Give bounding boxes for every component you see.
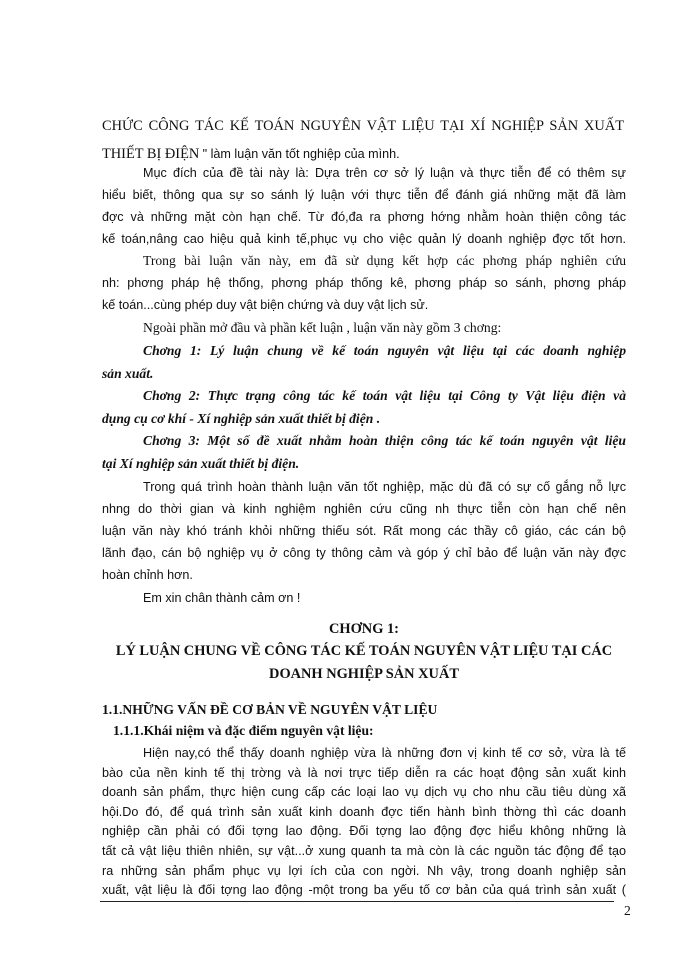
- chapter-list-1a: Chơng 1: Lý luận chung về kế toán nguyên vật liệu tại các doanh nghiệp: [143, 343, 626, 358]
- body-line-2: bào của nền kinh tế thị trờng và là nơi trực tiếp diễn ra các hoạt động sản xuất kinh: [102, 765, 626, 780]
- apology-line-5: hoàn chỉnh hơn.: [102, 568, 193, 582]
- body-line-8: xuất, vật liệu là đối tợng lao động -một trong ba yếu tố cơ bản của quá trình sản xuất (: [102, 883, 626, 898]
- chapter-list-3a: Chơng 3: Một số đề xuất nhằm hoàn thiện công tác kế toán nguyên vật liệu: [143, 433, 626, 448]
- title-line-2: [102, 145, 400, 163]
- body-line-7: ra những sản phẩm phục vụ lợi ích của con ngời. Nh vậy, trong doanh nghiệp sản: [102, 863, 626, 878]
- section-1-1-heading: 1.1.NHỮNG VẤN ĐỀ CƠ BẢN VỀ NGUYÊN VẬT LIỆU: [102, 702, 438, 717]
- chapter-title-line-1: LÝ LUẬN CHUNG VỀ CÔNG TÁC KẾ TOÁN NGUYÊN VẬT LIỆU TẠI CÁC: [115, 643, 613, 659]
- chapter-list-2b: dụng cụ cơ khí - Xí nghiệp sản xuất thiết bị điện .: [102, 411, 381, 426]
- methods-line-3: kế toán...cùng phép duy vật biện chứng và duy vật lịch sử.: [102, 298, 429, 312]
- body-line-1: Hiện nay,có thể thấy doanh nghiệp vừa là những đơn vị kinh tế cơ sở, vừa là tế: [143, 746, 626, 760]
- apology-line-4: lãnh đạo, cán bộ nghiệp vụ ở công ty thông cảm và góp ý chỉ bảo để luận văn này đợc: [102, 546, 626, 560]
- purpose-line-2: hiểu biết, thông qua sự so sánh lý luận với thực tiễn để đánh giá những mặt đã làm: [102, 188, 626, 202]
- purpose-line-1: Mục đích của đề tài này là: Dựa trên cơ sở lý luận và thực tiễn để có thêm sự: [143, 166, 626, 180]
- section-1-1-1-heading: 1.1.1.Khái niệm và đặc điểm nguyên vật liệu:: [113, 723, 374, 738]
- body-line-5: nghiệp cần phải có đối tợng lao động. Đối tợng lao động đợc hiểu không những là: [102, 824, 626, 839]
- title-line-1: CHỨC CÔNG TÁC KẾ TOÁN NGUYÊN VẬT LIỆU TẠI XÍ NGHIỆP SẢN XUẤT: [102, 118, 624, 134]
- apology-line-3: luận văn này khó tránh khỏi những thiếu sót. Rất mong các thầy cô giáo, các cán bộ: [102, 524, 626, 538]
- chapter-list-2a: Chơng 2: Thực trạng công tác kế toán vật liệu tại Công ty Vật liệu điện và: [143, 388, 626, 403]
- methods-line-2: nh: phơng pháp hệ thống, phơng pháp thống kê, phơng pháp so sánh, phơng pháp: [102, 276, 626, 290]
- chapter-list-3b: tại Xí nghiệp sản xuất thiết bị điện.: [102, 456, 300, 471]
- title-equipment: THIẾT BỊ ĐIỆN: [102, 146, 200, 162]
- body-line-4: hội.Do đó, để quá trình sản xuất kinh doanh đợc tiến hành bình thờng thì các doanh: [102, 804, 626, 819]
- chapter-title-line-2: DOANH NGHIỆP SẢN XUẤT: [269, 666, 459, 682]
- chapter-list-1b: sản xuất.: [102, 366, 154, 381]
- structure-intro: Ngoài phần mở đầu và phần kết luận , luận văn này gồm 3 chơng:: [143, 320, 502, 335]
- chapter-number: CHƠNG 1:: [329, 621, 399, 637]
- page-number: 2: [624, 903, 631, 918]
- purpose-line-4: kế toán,nâng cao hiệu quả kinh tế,phục vụ cho việc quản lý doanh nghiệp đợc tốt hơn.: [102, 232, 626, 246]
- body-line-3: doanh sản phẩm, thực hiện cung cấp các loại lao vụ dịch vụ cho nhu cầu tiêu dùng xã: [102, 785, 626, 800]
- footer-rule: [100, 901, 614, 902]
- methods-line-1: Trong bài luận văn này, em đã sử dụng kết hợp các phơng pháp nghiên cứu: [143, 253, 626, 268]
- body-line-6: tất cả vật liệu thiên nhiên, sự vật...ở xung quanh ta mà còn là các nguồn tác động để tạo: [102, 844, 626, 858]
- thanks-line: Em xin chân thành cảm ơn !: [143, 591, 301, 605]
- apology-line-1: Trong quá trình hoàn thành luận văn tốt nghiệp, mặc dù đã có sự cố gắng nỗ lực: [143, 480, 626, 494]
- purpose-line-3: đợc và những mặt còn hạn chế. Từ đó,đa ra phơng hớng nhằm hoàn thiện công tác: [102, 210, 626, 224]
- apology-line-2: nhng do thời gian và kinh nghiệm nghiên cứu cũng nh thực tiễn còn hạn chế nên: [102, 502, 626, 516]
- title-tail: " làm luận văn tốt nghiệp của mình.: [202, 147, 400, 161]
